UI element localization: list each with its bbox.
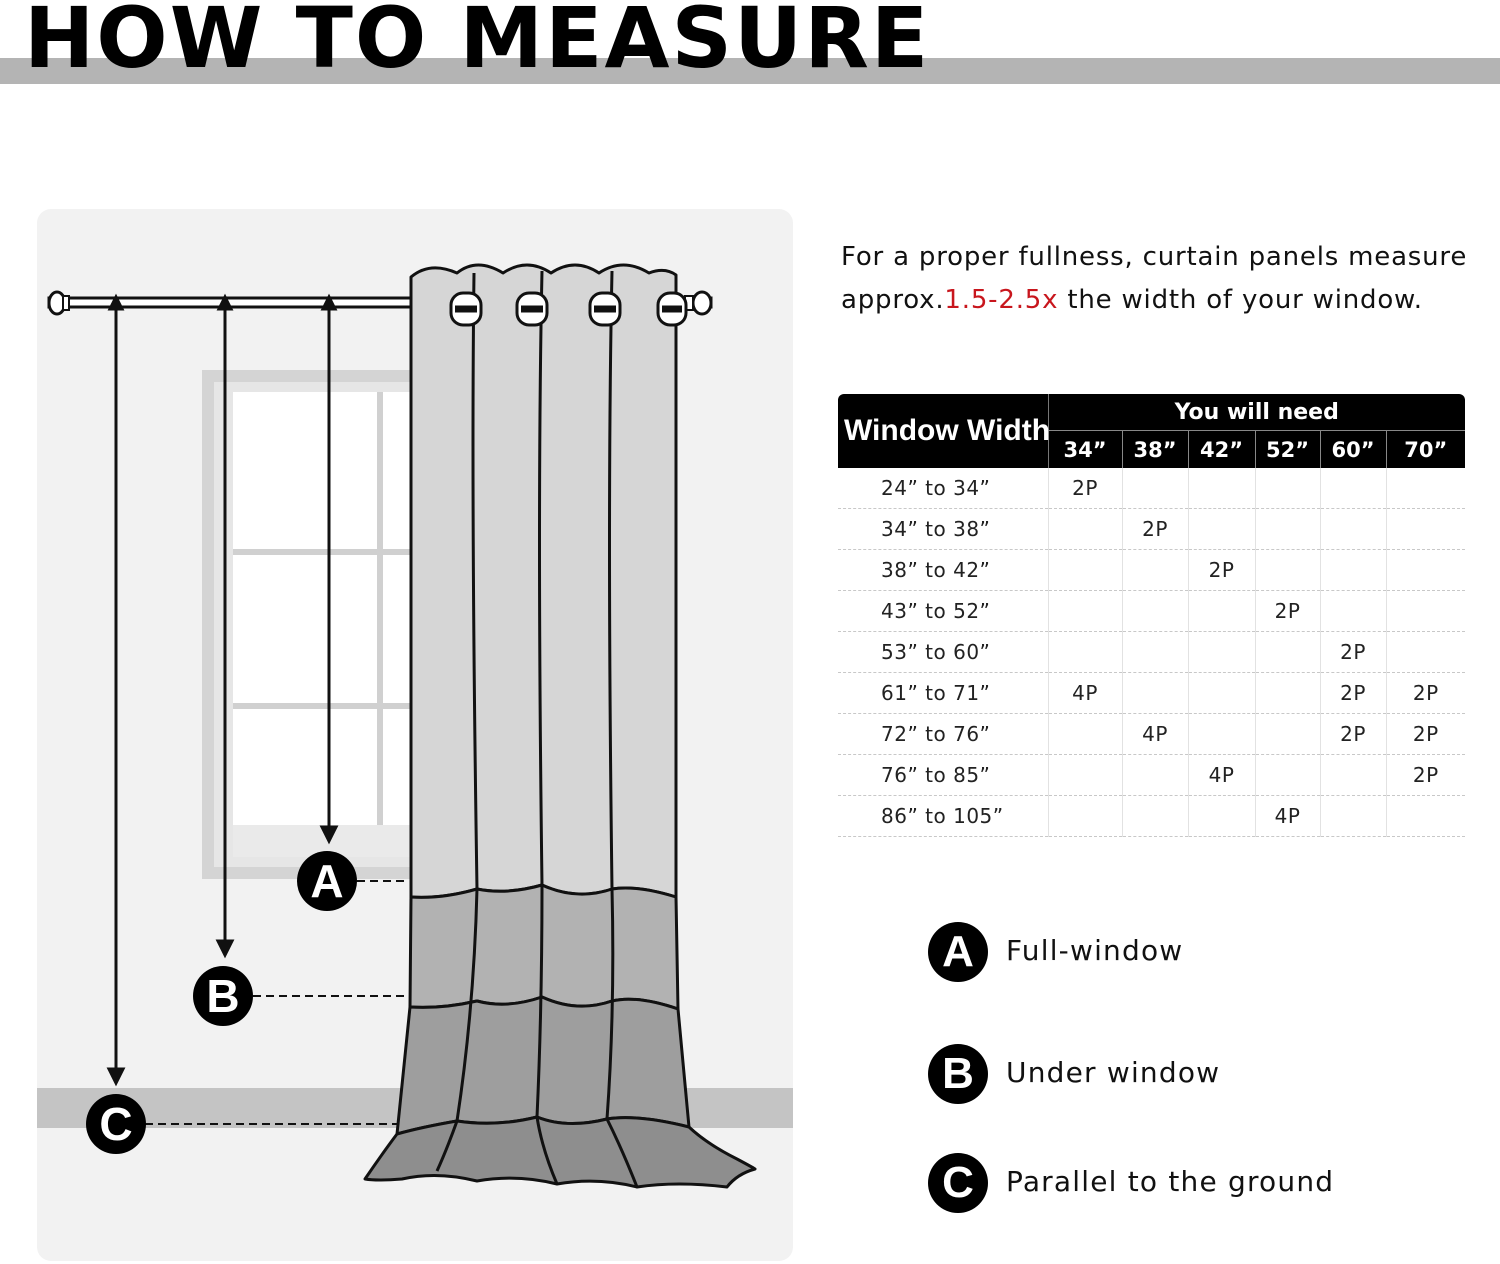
legend-badge: B (928, 1044, 988, 1104)
description-prefix: approx. (841, 285, 945, 315)
panel-count-cell (1320, 796, 1386, 837)
panel-count-cell (1122, 632, 1188, 673)
description-line-1: For a proper fullness, curtain panels measure (841, 242, 1468, 272)
panel-count-cell (1255, 673, 1320, 714)
panel-count-cell: 4P (1048, 673, 1122, 714)
legend-label: Under window (1006, 1056, 1221, 1089)
page-title: HOW TO MEASURE (24, 0, 931, 87)
panel-count-cell (1320, 468, 1386, 509)
panel-count-cell (1255, 714, 1320, 755)
panel-count-cell: 2P (1320, 632, 1386, 673)
table-row (838, 755, 1465, 796)
legend-item-c (928, 1153, 1488, 1215)
panel-count-cell (1122, 755, 1188, 796)
panel-count-cell: 4P (1255, 796, 1320, 837)
panel-count-cell: 2P (1320, 673, 1386, 714)
legend-item-a (928, 922, 1488, 984)
panel-count-cell (1188, 591, 1255, 632)
panel-count-cell (1188, 632, 1255, 673)
panel-count-cell (1386, 550, 1465, 591)
panel-count-cell (1188, 673, 1255, 714)
panel-count-cell (1188, 468, 1255, 509)
window-width-header: Window Width (838, 394, 1048, 468)
panel-count-cell (1255, 509, 1320, 550)
curtain-lower-section (397, 997, 689, 1134)
panel-count-cell (1386, 509, 1465, 550)
panel-count-cell: 4P (1122, 714, 1188, 755)
panel-count-cell (1048, 632, 1122, 673)
window-width-range: 24” to 34” (838, 468, 1048, 509)
svg-text:A: A (310, 855, 344, 907)
fullness-description (841, 236, 1491, 322)
fullness-ratio: 1.5-2.5x (944, 285, 1059, 315)
panel-count-cell (1320, 550, 1386, 591)
window (202, 370, 414, 879)
window-width-range: 43” to 52” (838, 591, 1048, 632)
marker-b (193, 966, 253, 1026)
panel-size-header: 34” (1048, 431, 1122, 469)
panel-count-cell (1122, 468, 1188, 509)
panel-count-cell (1122, 550, 1188, 591)
panel-count-cell (1255, 550, 1320, 591)
window-width-range: 38” to 42” (838, 550, 1048, 591)
table-row (838, 509, 1465, 550)
window-width-range: 72” to 76” (838, 714, 1048, 755)
legend-badge: A (928, 922, 988, 982)
panel-count-cell (1255, 468, 1320, 509)
panel-count-cell (1048, 509, 1122, 550)
panel-count-cell: 2P (1386, 755, 1465, 796)
legend-label: Parallel to the ground (1006, 1165, 1335, 1198)
legend-item-b (928, 1044, 1488, 1106)
panel-size-header: 38” (1122, 431, 1188, 469)
svg-text:C: C (99, 1098, 133, 1150)
window-width-range: 76” to 85” (838, 755, 1048, 796)
panel-count-cell (1188, 714, 1255, 755)
panel-count-cell (1048, 714, 1122, 755)
curtain-middle-section (410, 885, 678, 1009)
curtain-top-section (411, 265, 676, 897)
panel-size-header: 60” (1320, 431, 1386, 469)
marker-c (86, 1094, 146, 1154)
window-width-range: 61” to 71” (838, 673, 1048, 714)
panel-count-cell: 2P (1048, 468, 1122, 509)
panel-count-cell (1386, 591, 1465, 632)
panel-count-cell: 4P (1188, 755, 1255, 796)
you-will-need-header: You will need (1048, 394, 1465, 431)
rod-finial-right (693, 292, 711, 314)
table-body (838, 468, 1465, 837)
table-row (838, 673, 1465, 714)
panel-count-cell: 2P (1188, 550, 1255, 591)
legend-label: Full-window (1006, 934, 1184, 967)
panel-count-cell (1188, 796, 1255, 837)
panel-size-header: 42” (1188, 431, 1255, 469)
panel-count-cell (1122, 796, 1188, 837)
panel-count-cell (1255, 755, 1320, 796)
panel-size-header: 70” (1386, 431, 1465, 469)
table-row (838, 714, 1465, 755)
table-header (838, 394, 1465, 468)
panel-count-cell: 2P (1386, 714, 1465, 755)
panel-count-cell (1386, 796, 1465, 837)
panel-count-cell (1048, 550, 1122, 591)
svg-text:B: B (206, 970, 240, 1022)
panel-count-cell (1048, 796, 1122, 837)
panel-count-cell (1122, 591, 1188, 632)
table-row (838, 632, 1465, 673)
panel-count-cell (1188, 509, 1255, 550)
panel-count-cell (1320, 591, 1386, 632)
panel-count-cell: 2P (1122, 509, 1188, 550)
table-row (838, 796, 1465, 837)
panel-count-cell (1122, 673, 1188, 714)
curtain-illustration (37, 209, 793, 1261)
legend-badge: C (928, 1153, 988, 1213)
table-row (838, 591, 1465, 632)
description-line-2 (841, 279, 1491, 322)
window-width-range: 86” to 105” (838, 796, 1048, 837)
panel-count-cell (1386, 468, 1465, 509)
size-chart-table (838, 394, 1465, 837)
panel-count-cell (1320, 755, 1386, 796)
window-width-range: 53” to 60” (838, 632, 1048, 673)
description-suffix: the width of your window. (1058, 285, 1423, 315)
panel-count-cell: 2P (1320, 714, 1386, 755)
panel-count-cell (1048, 755, 1122, 796)
panel-count-cell (1320, 509, 1386, 550)
panel-size-header: 52” (1255, 431, 1320, 469)
table-row (838, 468, 1465, 509)
panel-count-cell (1386, 632, 1465, 673)
panel-count-cell (1048, 591, 1122, 632)
marker-a (297, 851, 357, 911)
panel-count-cell: 2P (1386, 673, 1465, 714)
panel-count-cell (1255, 632, 1320, 673)
table-row (838, 550, 1465, 591)
panel-count-cell: 2P (1255, 591, 1320, 632)
window-width-range: 34” to 38” (838, 509, 1048, 550)
